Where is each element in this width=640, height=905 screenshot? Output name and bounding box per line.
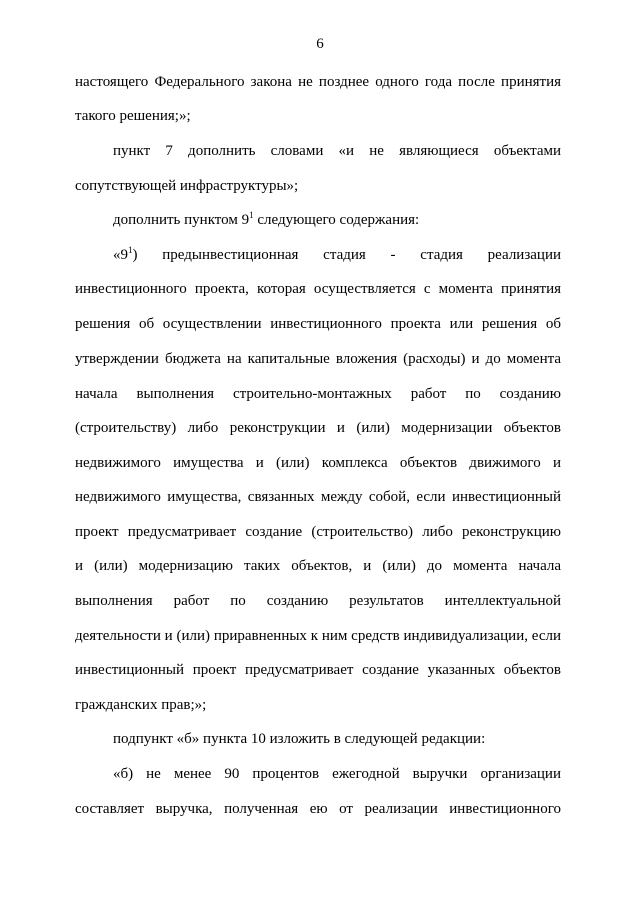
superscript: 1 xyxy=(128,245,133,255)
text-line: «б) не менее 90 процентов ежегодной выручки организации xyxy=(113,766,561,782)
text-fragment: «9 xyxy=(113,247,128,263)
text-line: начала выполнения строительно-монтажных работ по созданию xyxy=(75,386,561,402)
superscript: 1 xyxy=(249,210,254,220)
text-fragment: следующего содержания: xyxy=(253,212,420,228)
text-line: утверждении бюджета на капитальные вложения (расходы) и до момента xyxy=(75,351,561,367)
text-line: инвестиционного проекта, которая осуществляется с момента принятия xyxy=(75,281,561,297)
text-line: сопутствующей инфраструктуры»; xyxy=(75,178,299,194)
text-line: недвижимого имущества, связанных между собой, если инвестиционный xyxy=(75,489,561,505)
text-line: настоящего Федерального закона не позднее одного года после принятия xyxy=(75,74,561,90)
text-fragment: ) предынвестиционная стадия - стадия реализации xyxy=(132,247,561,263)
text-line: выполнения работ по созданию результатов интеллектуальной xyxy=(75,593,561,609)
text-line: решения об осуществлении инвестиционного проекта или решения об xyxy=(75,316,561,332)
text-line: и (или) модернизацию таких объектов, и (или) до момента начала xyxy=(75,558,561,574)
text-line: пункт 7 дополнить словами «и не являющиеся объектами xyxy=(113,143,561,159)
text-line: деятельности и (или) приравненных к ним средств индивидуализации, если xyxy=(75,628,561,644)
text-fragment: дополнить пунктом 9 xyxy=(113,212,250,228)
text-line: гражданских прав;»; xyxy=(75,697,207,713)
text-line: проект предусматривает создание (строительство) либо реконструкцию xyxy=(75,524,561,540)
text-line: инвестиционный проект предусматривает создание указанных объектов xyxy=(75,662,561,678)
text-line xyxy=(113,245,561,265)
text-line: (строительству) либо реконструкции и (или) модернизации объектов xyxy=(75,420,561,436)
text-line: составляет выручка, полученная ею от реализации инвестиционного xyxy=(75,801,561,817)
text-line xyxy=(113,210,561,230)
text-line: недвижимого имущества и (или) комплекса объектов движимого и xyxy=(75,455,561,471)
text-line: такого решения;»; xyxy=(75,108,191,124)
text-line: подпункт «б» пункта 10 изложить в следующей редакции: xyxy=(113,731,486,747)
page-number: 6 xyxy=(316,36,324,52)
